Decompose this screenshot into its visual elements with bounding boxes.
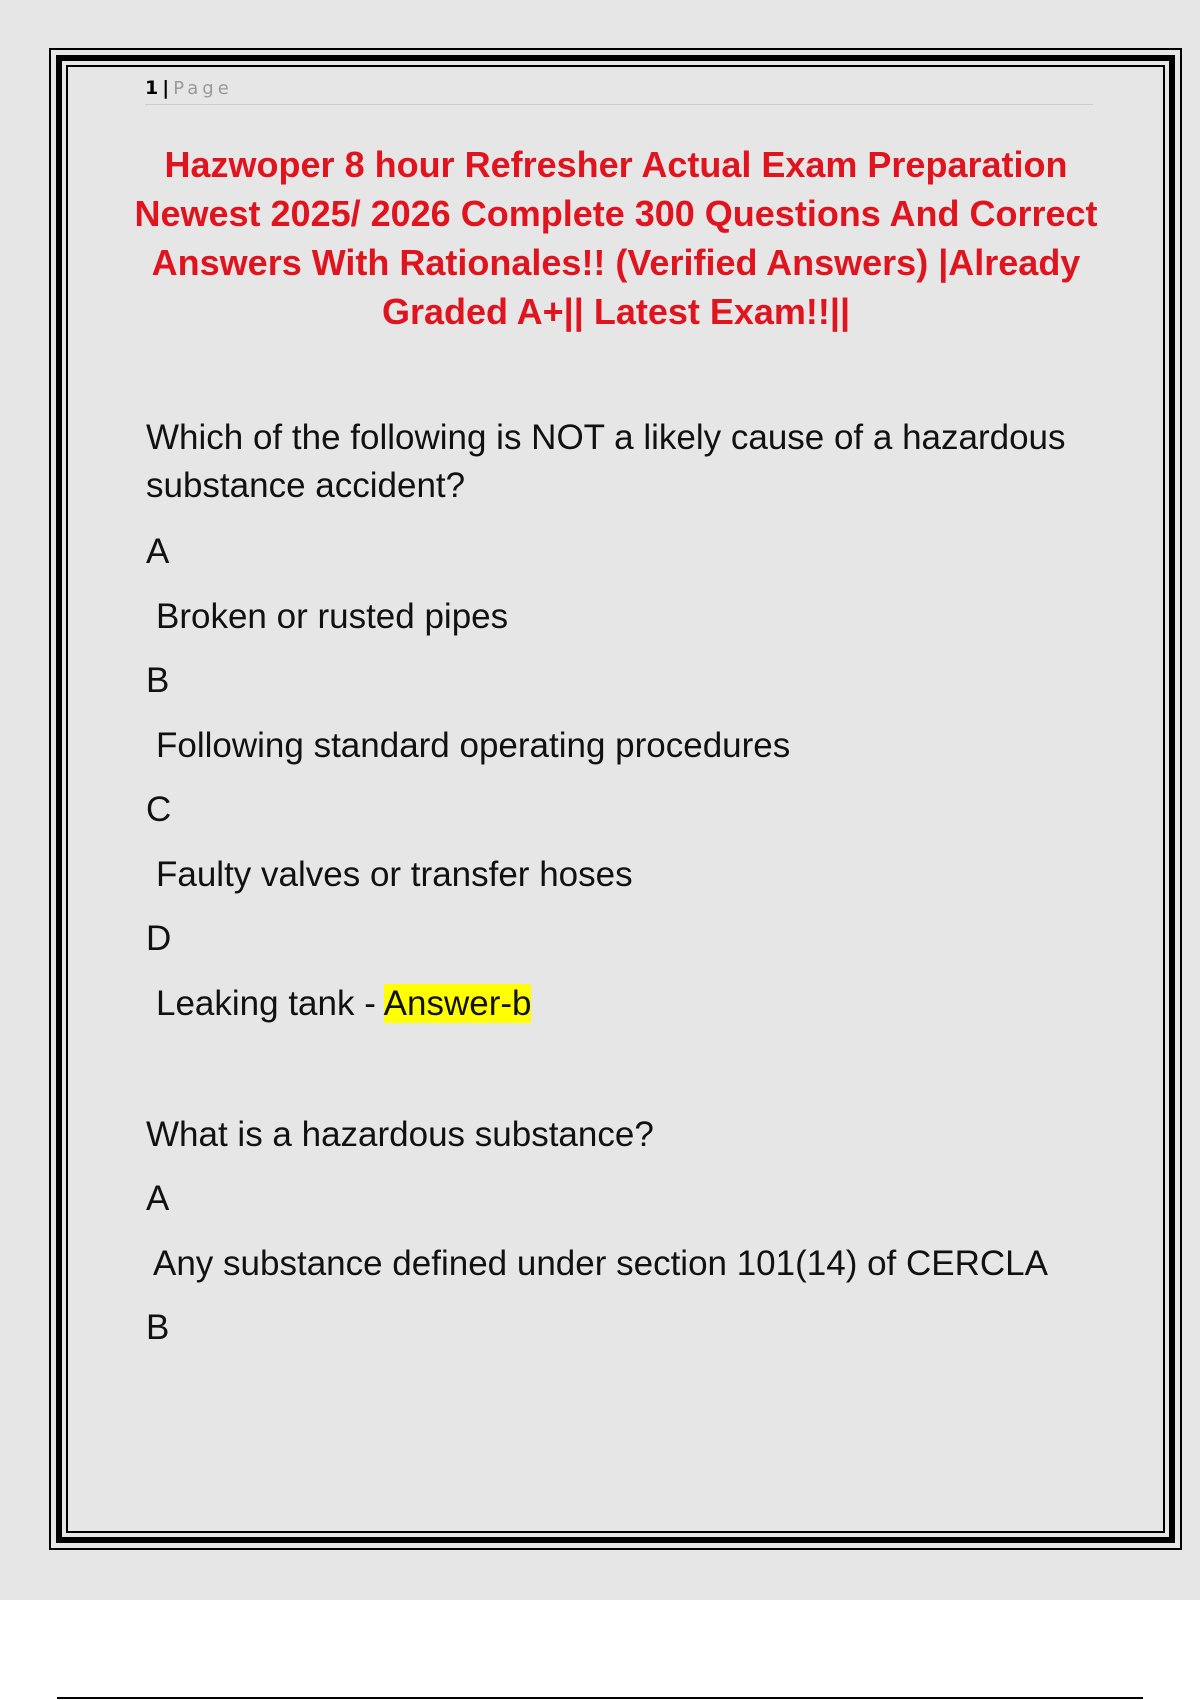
option-letter: C bbox=[146, 790, 172, 829]
page-header bbox=[145, 74, 1093, 105]
option-text: Leaking tank - bbox=[156, 984, 384, 1023]
option-letter: B bbox=[146, 661, 170, 700]
question-text: Which of the following is NOT a likely cause of a hazardous substance accident? bbox=[146, 418, 1066, 505]
document-title: Hazwoper 8 hour Refresher Actual Exam Preparation Newest 2025/ 2026 Complete 300 Questions And Correct Answers With Rationales!! (Verified Answers) |Already Graded A+|| Latest Exam!!|| bbox=[134, 144, 1098, 332]
page-number: 1 bbox=[145, 77, 159, 99]
question-text: What is a hazardous substance? bbox=[146, 1115, 654, 1154]
option-text: Faulty valves or transfer hoses bbox=[156, 855, 633, 894]
page-separator: | bbox=[162, 77, 170, 99]
option-text: Broken or rusted pipes bbox=[156, 597, 509, 636]
option-letter: D bbox=[146, 919, 172, 958]
answer-highlight: Answer-b bbox=[383, 984, 532, 1023]
next-page-rule bbox=[57, 1697, 1143, 1699]
option-text: Following standard operating procedures bbox=[156, 726, 791, 765]
option-letter: B bbox=[146, 1308, 170, 1347]
option-letter: A bbox=[146, 1179, 170, 1218]
option-letter: A bbox=[146, 532, 170, 571]
question-block-2 bbox=[146, 1111, 1106, 1360]
page-word: Page bbox=[173, 78, 233, 99]
question-block-1 bbox=[146, 414, 1106, 1036]
option-text: Any substance defined under section 101(14) of CERCLA bbox=[153, 1244, 1048, 1283]
option-text-with-answer bbox=[146, 971, 1106, 1036]
